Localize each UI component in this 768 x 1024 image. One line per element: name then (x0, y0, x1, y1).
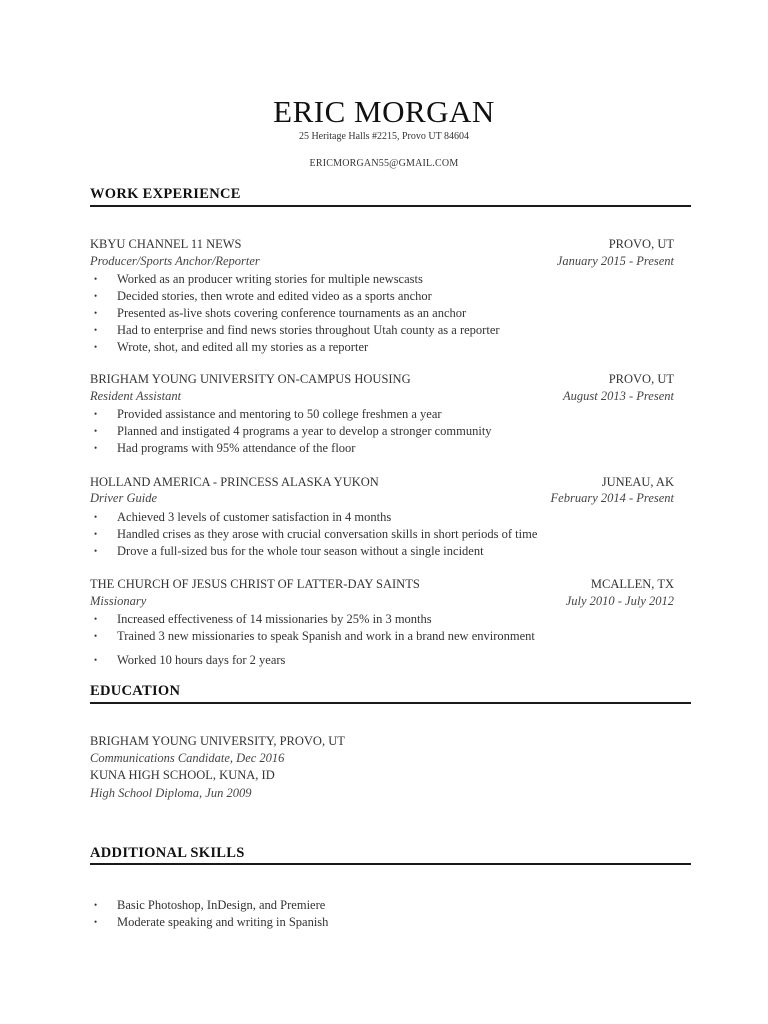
education-school: KUNA HIGH SCHOOL, KUNA, ID (90, 768, 275, 782)
bullet-item: • Had to enterprise and find news stories throughout Utah county as a reporter (94, 323, 500, 337)
additional-skills-heading: ADDITIONAL SKILLS (90, 845, 245, 861)
skill-item: • Moderate speaking and writing in Spanish (94, 915, 329, 929)
education-detail: Communications Candidate, Dec 2016 (90, 751, 285, 765)
section-divider (90, 702, 691, 704)
job-subheader (90, 490, 674, 506)
bullet-item: • Drove a full-sized bus for the whole tour season without a single incident (94, 544, 484, 558)
bullet-item: • Provided assistance and mentoring to 50 college freshmen a year (94, 407, 442, 421)
job-role: Resident Assistant (90, 389, 182, 403)
job-organization: BRIGHAM YOUNG UNIVERSITY ON-CAMPUS HOUSING (90, 372, 411, 386)
job-location: PROVO, UT (608, 372, 674, 386)
job-subheader (90, 253, 674, 269)
candidate-email: ERICMORGAN55@GMAIL.COM (309, 158, 459, 169)
bullet-item: • Increased effectiveness of 14 missionaries by 25% in 3 months (94, 612, 432, 626)
job-location: JUNEAU, AK (601, 475, 674, 489)
bullet-item: • Wrote, shot, and edited all my stories as a reporter (94, 340, 369, 354)
job-subheader (90, 593, 674, 609)
skill-item: • Basic Photoshop, InDesign, and Premiere (94, 898, 326, 912)
section-divider (90, 205, 691, 207)
bullet-item: • Presented as-live shots covering conference tournaments as an anchor (94, 306, 467, 320)
bullet-item: • Trained 3 new missionaries to speak Spanish and work in a brand new environment (94, 629, 535, 643)
education-heading: EDUCATION (90, 683, 181, 699)
job-location: MCALLEN, TX (590, 577, 674, 591)
job-organization: HOLLAND AMERICA - PRINCESS ALASKA YUKON (90, 475, 379, 489)
education-detail: High School Diploma, Jun 2009 (90, 786, 252, 800)
job-dates: August 2013 - Present (563, 389, 674, 403)
bullet-item: • Achieved 3 levels of customer satisfaction in 4 months (94, 510, 392, 524)
bullet-item: • Worked 10 hours days for 2 years (94, 653, 286, 667)
job-header (90, 236, 674, 252)
job-organization: THE CHURCH OF JESUS CHRIST OF LATTER-DAY SAINTS (90, 577, 420, 591)
job-role: Missionary (90, 594, 147, 608)
job-header (90, 576, 674, 592)
work-experience-heading: WORK EXPERIENCE (90, 186, 241, 202)
section-divider (90, 863, 691, 865)
job-organization: KBYU CHANNEL 11 NEWS (90, 237, 242, 251)
job-subheader (90, 388, 674, 404)
bullet-item: • Had programs with 95% attendance of the floor (94, 441, 356, 455)
job-role: Producer/Sports Anchor/Reporter (90, 254, 260, 268)
job-dates: July 2010 - July 2012 (565, 594, 674, 608)
job-dates: January 2015 - Present (556, 254, 674, 268)
bullet-item: • Worked as an producer writing stories for multiple newscasts (94, 272, 423, 286)
job-dates: February 2014 - Present (550, 491, 674, 505)
education-school: BRIGHAM YOUNG UNIVERSITY, PROVO, UT (90, 734, 345, 748)
job-location: PROVO, UT (608, 237, 674, 251)
job-role: Driver Guide (90, 491, 157, 505)
bullet-item: • Handled crises as they arose with crucial conversation skills in short periods of time (94, 527, 538, 541)
job-header (90, 474, 674, 490)
candidate-address: 25 Heritage Halls #2215, Provo UT 84604 (298, 131, 470, 142)
bullet-item: • Planned and instigated 4 programs a year to develop a stronger community (94, 424, 492, 438)
bullet-item: • Decided stories, then wrote and edited video as a sports anchor (94, 289, 432, 303)
job-header (90, 371, 674, 387)
candidate-name: ERIC MORGAN (273, 94, 495, 129)
